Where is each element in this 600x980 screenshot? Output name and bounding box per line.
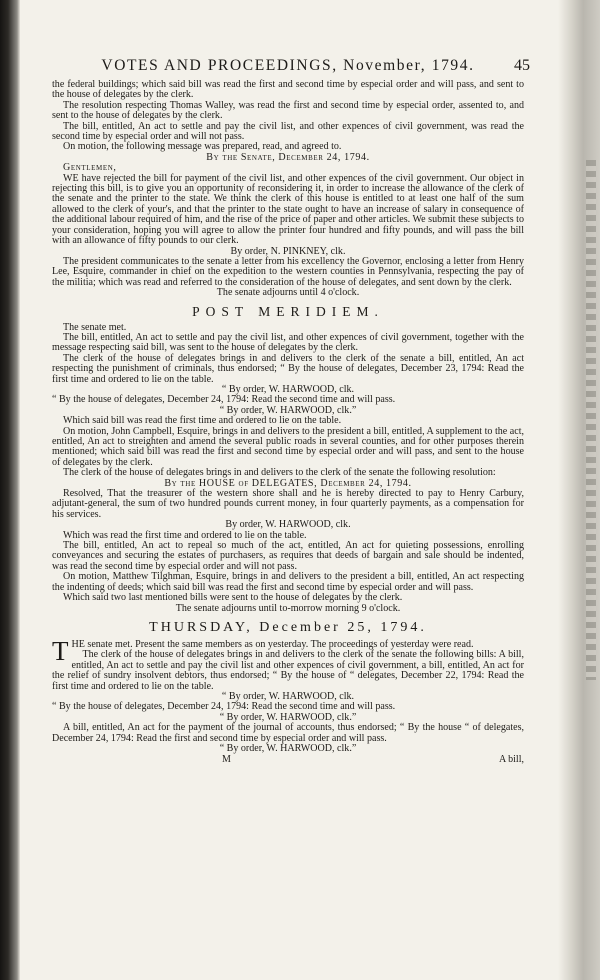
paragraph: On motion, Matthew Tilghman, Esquire, brings in and delivers to the president a bill, entitled, An act respecting the indenting of deeds; which said bill was read the first and second time by especial order and will pass. xyxy=(52,571,524,593)
paragraph: the federal buildings; which said bill was read the first and second time by especial order and will pass, and sent to the house of delegates by the clerk. xyxy=(52,79,524,101)
signature-line: By order, W. HARWOOD, clk. xyxy=(225,519,351,531)
paragraph: On motion, John Campbell, Esquire, brings in and delivers to the president a bill, entitled, A supplement to the act, entitled, An act to streighten and amend the several public roads in several counties, and for other purposes therein mentioned; which said bill was read the first and second time by especial order and will pass, and sent to the house of delegates by the clerk. xyxy=(52,425,524,468)
paragraph: The clerk of the house of delegates brings in and delivers to the clerk of the senate the following resolution: xyxy=(63,467,496,479)
adjournment-line: The senate adjourns until to-morrow morning 9 o'clock. xyxy=(175,602,401,614)
signature-line: “ By order, W. HARWOOD, clk. xyxy=(221,383,355,395)
document-page xyxy=(52,52,530,766)
signature-line: By order, N. PINKNEY, clk. xyxy=(230,245,346,257)
salutation: Gentlemen, xyxy=(63,162,117,174)
running-head xyxy=(52,52,530,80)
paragraph: Which was read the first time and ordered to lie on the table. xyxy=(63,529,307,541)
paragraph: The resolution respecting Thomas Walley, was read the first and second time by especial order, assented to, and sent to the house of delegates by the clerk. xyxy=(52,99,524,122)
paragraph: The bill, entitled, An act to repeal so much of the act, entitled, An act for quieting possessions, enrolling conveyances and securing the estates of purchasers, as requires that deeds of bargain and sale should be indented, was read the second time by especial order and will not pass. xyxy=(52,540,524,572)
paragraph: The president communicates to the senate a letter from his excellency the Governor, enclosing a letter from Henry Lee, Esquire, commander in chief on the expedition to the western counties in Pennsylvania, respecting the pay of the militia; which was read and referred to the consideration of the house of delegates, and sent down by the clerk. xyxy=(52,255,524,288)
senate-message-text: WE have rejected the bill for payment of the civil list, and other expences of the civil government. Our object in rejecting this bill, is to give you an opportunity of reconsidering it, in order to increase the allowance of the clerk of the senate and the printer to the state. We think the clerk of this house is entitled to at least one half of the sum allowed to the clerk of your's, and that the printer to the state ought to have an increase of salary in consequence of the additional labour required of him, and the rise of the price of paper and other articles. We submit these subjects to your consideration, hoping you will agree to allow the printer four hundred and fifty pounds, and will pass the bill with an allowance of fifty pounds to our clerk. xyxy=(52,172,524,247)
paragraph: On motion, the following message was prepared, read, and agreed to. xyxy=(63,141,342,153)
senate-message-heading: By the Senate, December 24, 1794. xyxy=(206,151,370,163)
resolution-text: Resolved, That the treasurer of the western shore shall and he is hereby directed to pay to Henry Carbury, adjutant-general, the sum of two hundred pounds current money, in four quarterly payments, as a compensation for his services. xyxy=(52,488,524,520)
signature-line: “ By order, W. HARWOOD, clk.” xyxy=(219,404,357,416)
scan-left-edge xyxy=(0,0,20,980)
signature-line: “ By order, W. HARWOOD, clk.” xyxy=(219,742,357,754)
bleed-through-text xyxy=(586,160,596,680)
catchword: A bill, xyxy=(498,754,524,766)
page-footer xyxy=(52,754,524,765)
paragraph: The bill, entitled, An act to settle and pay the civil list, and other expences of civil government, was read the second time by especial order and will not pass. xyxy=(52,120,524,143)
signature-line: “ By order, W. HARWOOD, clk. xyxy=(221,690,355,702)
paragraph-text: HE senate met. Present the same members as on yesterday. The proceedings of yesterday were read. xyxy=(71,638,474,650)
page-body xyxy=(52,80,524,754)
paragraph: The clerk of the house of delegates brings in and delivers to the clerk of the senate the following bills: A bill, entitled, An act to settle and pay the civil list and other expences of civil government, a bill, entitled, An act for the relief of sundry insolvent debtors, thus endorsed; “ By the house of “ delegates, December 22, 1794: Read the first time and ordered to lie on the table. xyxy=(52,649,524,692)
paragraph: A bill, entitled, An act for the payment of the journal of accounts, thus endorsed; “ By the house “ of delegates, December 24, 1794: Read the first and second time by especial order and will pass. xyxy=(52,722,524,744)
signature-line: “ By order, W. HARWOOD, clk.” xyxy=(219,711,357,723)
paragraph: Which said two last mentioned bills were sent to the house of delegates by the clerk. xyxy=(63,592,403,604)
house-heading: By the HOUSE of DELEGATES, December 24, 1794. xyxy=(164,477,412,489)
running-title: VOTES AND PROCEEDINGS, November, 1794. xyxy=(101,57,475,74)
post-meridiem-heading: POST MERIDIEM. xyxy=(192,303,384,319)
signature-mark: M xyxy=(222,754,231,766)
paragraph: Which said bill was read the first time and ordered to lie on the table. xyxy=(63,415,342,427)
paragraph: The clerk of the house of delegates brings in and delivers to the clerk of the senate a bill, entitled, An act respecting the punishment of criminals, thus endorsed; “ By the house of delegates, December 23, 1794: Read the first time and ordered to lie on the table. xyxy=(52,352,524,385)
drop-cap: T xyxy=(52,635,69,666)
scan-right-edge xyxy=(558,0,600,980)
adjournment-line: The senate adjourns until 4 o'clock. xyxy=(216,287,360,299)
thursday-heading: THURSDAY, December 25, 1794. xyxy=(149,619,427,635)
paragraph: The bill, entitled, An act to settle and pay the civil list, and other expences of civil government, together with the message respecting said bill, was sent to the house of delegates by the clerk. xyxy=(52,331,524,354)
paragraph: The senate met. xyxy=(63,321,127,333)
endorsement-line: “ By the house of delegates, December 24, 1794: Read the second time and will pass. xyxy=(52,701,396,713)
page-number: 45 xyxy=(514,57,530,74)
endorsement-line: “ By the house of delegates, December 24, 1794: Read the second time and will pass. xyxy=(52,394,396,406)
